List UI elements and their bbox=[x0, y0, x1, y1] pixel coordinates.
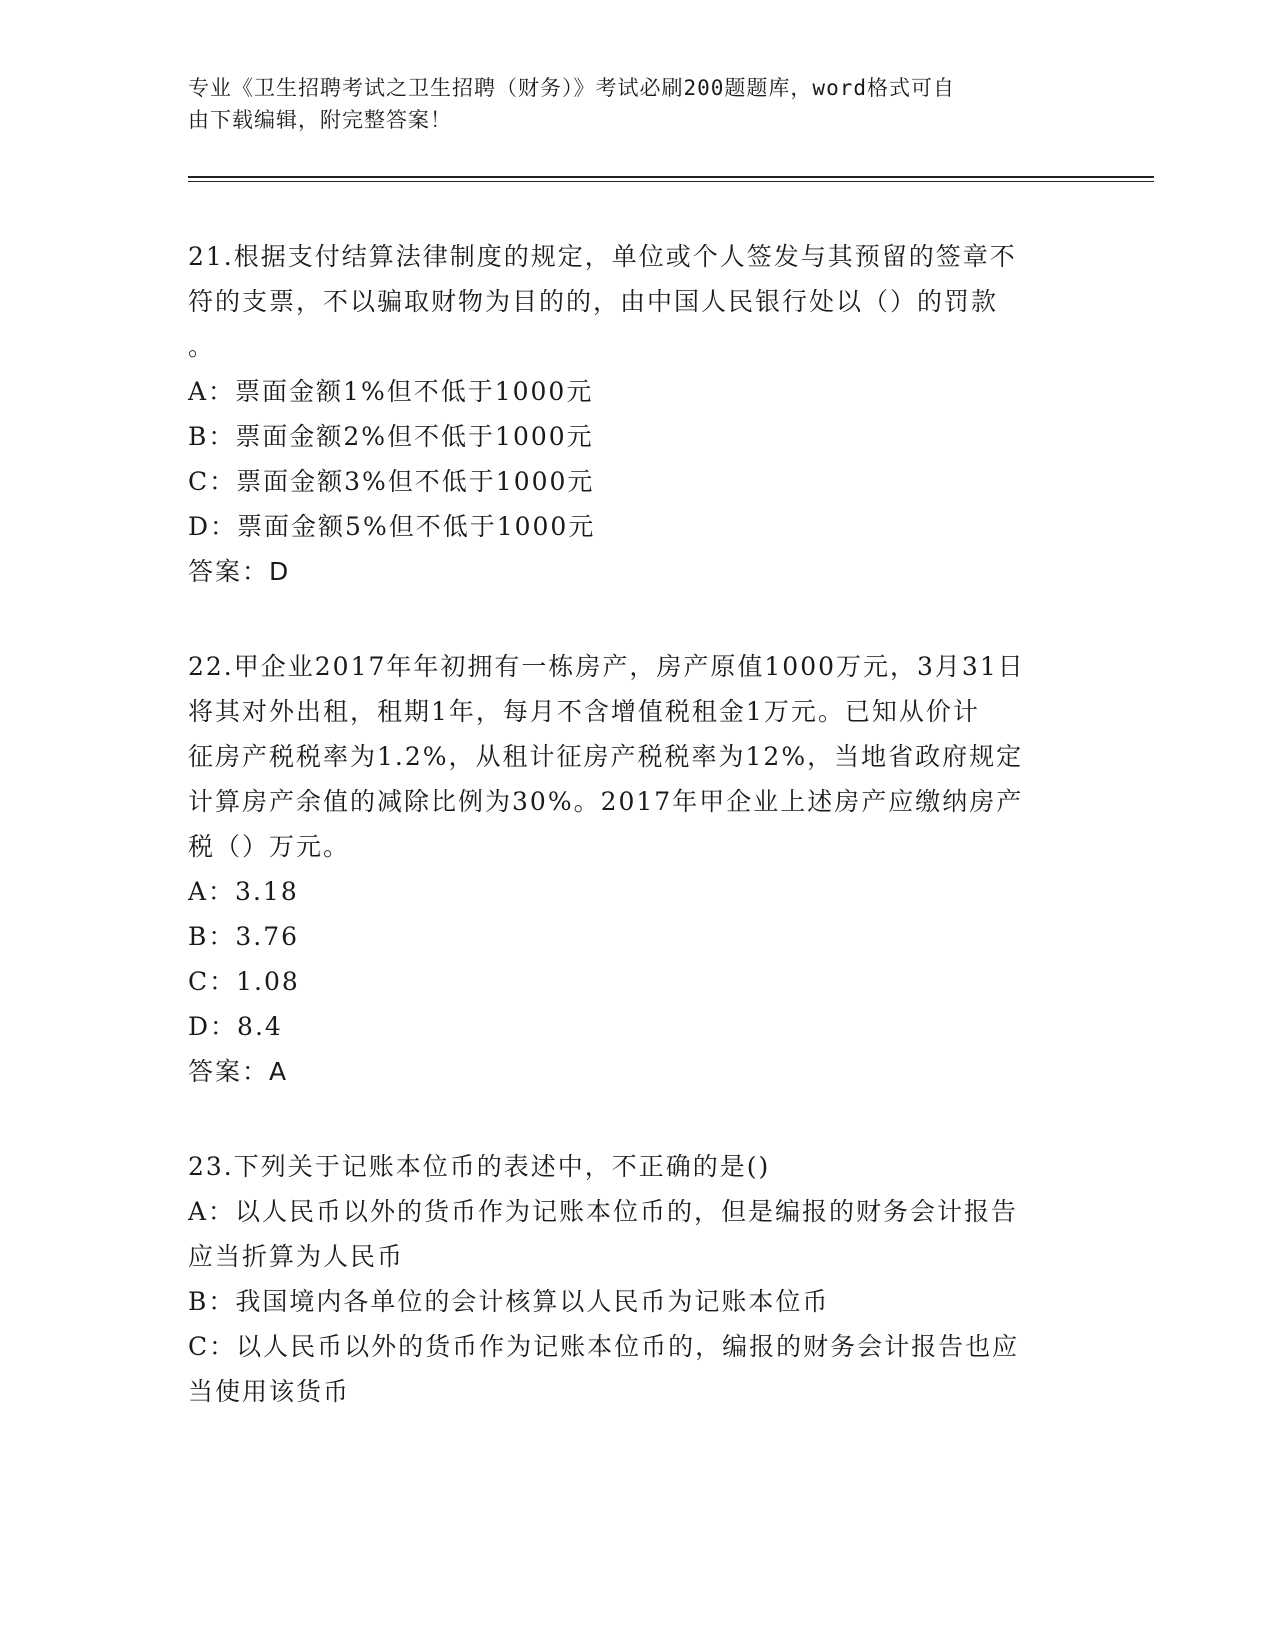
question-stem-line: 。 bbox=[188, 332, 216, 361]
question-stem-line: 计算房产余值的减除比例为30%。2017年甲企业上述房产应缴纳房产 bbox=[188, 787, 1024, 816]
option-d: D：票面金额5%但不低于1000元 bbox=[188, 512, 596, 541]
option-a: A：以人民币以外的货币作为记账本位币的，但是编报的财务会计报告 bbox=[188, 1197, 1019, 1226]
question-stem-line: 将其对外出租，租期1年，每月不含增值税租金1万元。已知从价计 bbox=[188, 697, 980, 726]
header-line-2: 由下载编辑，附完整答案！ bbox=[188, 108, 452, 132]
question-23 bbox=[188, 1144, 1088, 1414]
option-a: A：3.18 bbox=[188, 877, 299, 906]
option-c-continued: 当使用该货币 bbox=[188, 1377, 351, 1406]
question-22 bbox=[188, 644, 1088, 1094]
option-a: A：票面金额1%但不低于1000元 bbox=[188, 377, 594, 406]
header-line-1: 专业《卫生招聘考试之卫生招聘（财务）》考试必刷200题题库，word格式可自 bbox=[188, 76, 955, 100]
option-b: B：3.76 bbox=[188, 922, 300, 951]
question-stem-line: 征房产税税率为1.2%，从租计征房产税税率为12%，当地省政府规定 bbox=[188, 742, 1024, 771]
question-stem-line: 税（）万元。 bbox=[188, 832, 351, 861]
header-divider-thick bbox=[188, 176, 1154, 178]
header-divider-thin bbox=[188, 181, 1154, 182]
option-c: C：1.08 bbox=[188, 967, 300, 996]
question-stem-line: 23.下列关于记账本位币的表述中，不正确的是() bbox=[188, 1152, 771, 1181]
option-a-continued: 应当折算为人民币 bbox=[188, 1242, 405, 1271]
question-21 bbox=[188, 234, 1088, 594]
option-c: C：票面金额3%但不低于1000元 bbox=[188, 467, 595, 496]
option-b: B：我国境内各单位的会计核算以人民币为记账本位币 bbox=[188, 1287, 830, 1316]
question-stem-line: 22.甲企业2017年年初拥有一栋房产，房产原值1000万元，3月31日 bbox=[188, 652, 1025, 681]
answer-line: 答案：A bbox=[188, 1057, 289, 1086]
question-stem-line: 符的支票，不以骗取财物为目的的，由中国人民银行处以（）的罚款 bbox=[188, 287, 999, 316]
question-stem-line: 21.根据支付结算法律制度的规定，单位或个人签发与其预留的签章不 bbox=[188, 242, 1017, 271]
option-d: D：8.4 bbox=[188, 1012, 283, 1041]
option-b: B：票面金额2%但不低于1000元 bbox=[188, 422, 594, 451]
document-header bbox=[188, 72, 1088, 136]
answer-line: 答案：D bbox=[188, 557, 291, 586]
option-c: C：以人民币以外的货币作为记账本位币的，编报的财务会计报告也应 bbox=[188, 1332, 1020, 1361]
